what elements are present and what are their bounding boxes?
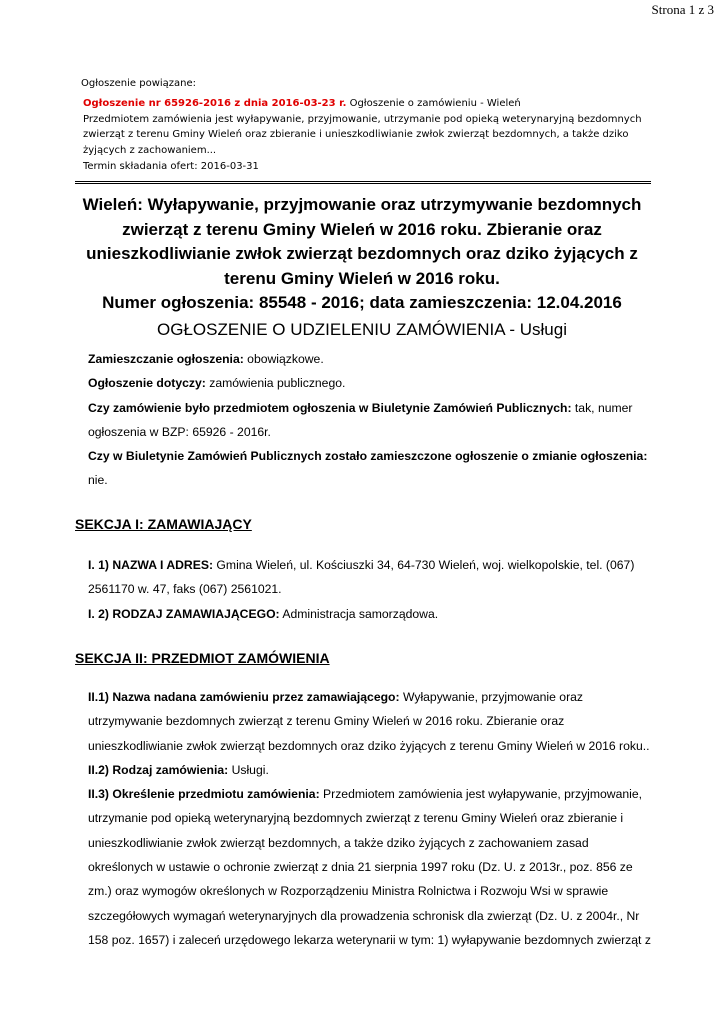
title-line: terenu Gminy Wieleń w 2016 roku. <box>224 268 500 288</box>
page-indicator: Strona 1 z 3 <box>651 2 714 17</box>
info-row <box>88 347 658 371</box>
item-value: Wyłapywanie, przyjmowanie oraz utrzymywanie bezdomnych zwierząt z terenu Gminy Wieleń w 2016 roku. Zbieranie oraz unieszkodliwianie zwłok zwierząt bezdomnych oraz dziko żyjących z terenu Gminy Wieleń w 2016 roku.. <box>88 690 650 753</box>
info-row <box>88 444 658 493</box>
section-item <box>88 758 656 782</box>
section-1-content <box>88 553 656 626</box>
page-title <box>60 193 664 316</box>
info-value: zamówienia publicznego. <box>205 376 346 391</box>
item-value: Usługi. <box>228 762 269 777</box>
info-value: obowiązkowe. <box>243 352 324 366</box>
section-2-content <box>88 685 656 952</box>
section-1-heading: SEKCJA I: ZAMAWIAJĄCY <box>75 516 252 532</box>
section-item <box>88 602 656 626</box>
divider <box>75 181 651 184</box>
item-label: II.2) Rodzaj zamówienia: <box>88 762 229 777</box>
title-line: Wieleń: Wyłapywanie, przyjmowanie oraz utrzymywanie bezdomnych <box>82 195 642 214</box>
item-value: Administracja samorządowa. <box>279 606 439 621</box>
related-notice-body <box>81 96 661 175</box>
related-notice <box>81 76 661 175</box>
item-value: Przedmiotem zamówienia jest wyłapywanie, przyjmowanie, utrzymanie pod opieką weterynaryjną bezdomnych zwierząt z terenu Gminy Wieleń oraz zbieranie i unieszkodliwianie zwłok zwierząt bezdomnych, a także dziko żyjących z zachowaniem zasad określonych w ustawie o ochronie zwierząt z dnia 21 sierpnia 1997 roku (Dz. U. z 2013r., poz. 856 ze zm.) oraz wymogów określonych w Rozporządzeniu Ministra Rolnictwa i Rozwoju Wsi w sprawie szczegółowych wymagań weterynaryjnych dla prowadzenia schronisk dla zwierząt (Dz. U. z 2004r., Nr 158 poz. 1657) i zaleceń urzędowego lekarza weterynarii w tym: 1) wyłapywanie bezdomnych zwierząt z <box>88 787 651 947</box>
notice-type: OGŁOSZENIE O UDZIELENIU ZAMÓWIENIA - Usługi <box>157 320 567 339</box>
title-line: unieszkodliwianie zwłok zwierząt bezdomnych oraz dziko żyjących z <box>86 244 638 263</box>
info-row <box>88 371 658 395</box>
related-notice-deadline: Termin składania ofert: 2016-03-31 <box>83 160 259 172</box>
general-info <box>88 347 658 493</box>
related-notice-description: Przedmiotem zamówienia jest wyłapywanie, przyjmowanie, utrzymanie pod opieką weterynaryjną bezdomnych zwierząt z terenu Gminy Wieleń oraz zbieranie i unieszkodliwianie zwłok zwierząt bezdomnych, a także dziko żyjących z zachowaniem... <box>83 113 642 157</box>
info-value: tak, numer ogłoszenia w BZP: 65926 - 2016r. <box>88 400 633 439</box>
info-label: Czy zamówienie było przedmiotem ogłoszenia w Biuletynie Zamówień Publicznych: <box>88 400 572 415</box>
info-label: Zamieszczanie ogłoszenia: <box>88 352 244 366</box>
related-notice-label: Ogłoszenie powiązane: <box>81 78 197 89</box>
info-label: Czy w Biuletynie Zamówień Publicznych zostało zamieszczone ogłoszenie o zmianie ogłoszenia: <box>88 449 648 464</box>
item-label: I. 2) RODZAJ ZAMAWIAJĄCEGO: <box>88 606 280 621</box>
related-notice-suffix: Ogłoszenie o zamówieniu - Wieleń <box>346 97 521 109</box>
section-item <box>88 782 656 952</box>
section-item <box>88 685 656 758</box>
item-label: II.1) Nazwa nadana zamówieniu przez zamawiającego: <box>88 690 400 704</box>
item-label: I. 1) NAZWA I ADRES: <box>88 558 214 572</box>
item-value: Gmina Wieleń, ul. Kościuszki 34, 64-730 Wieleń, woj. wielkopolskie, tel. (067) 2561170 w. 47, faks (067) 2561021. <box>88 558 635 597</box>
info-label: Ogłoszenie dotyczy: <box>88 376 206 391</box>
info-value: nie. <box>88 473 108 488</box>
item-label: II.3) Określenie przedmiotu zamówienia: <box>88 787 320 802</box>
info-row <box>88 396 658 445</box>
title-line: zwierząt z terenu Gminy Wieleń w 2016 roku. Zbieranie oraz <box>122 219 602 239</box>
related-notice-link[interactable]: Ogłoszenie nr 65926-2016 z dnia 2016-03-23 r. <box>83 97 347 109</box>
section-2-heading: SEKCJA II: PRZEDMIOT ZAMÓWIENIA <box>75 650 330 666</box>
notice-number-line: Numer ogłoszenia: 85548 - 2016; data zamieszczenia: 12.04.2016 <box>102 293 622 312</box>
section-item <box>88 553 656 602</box>
